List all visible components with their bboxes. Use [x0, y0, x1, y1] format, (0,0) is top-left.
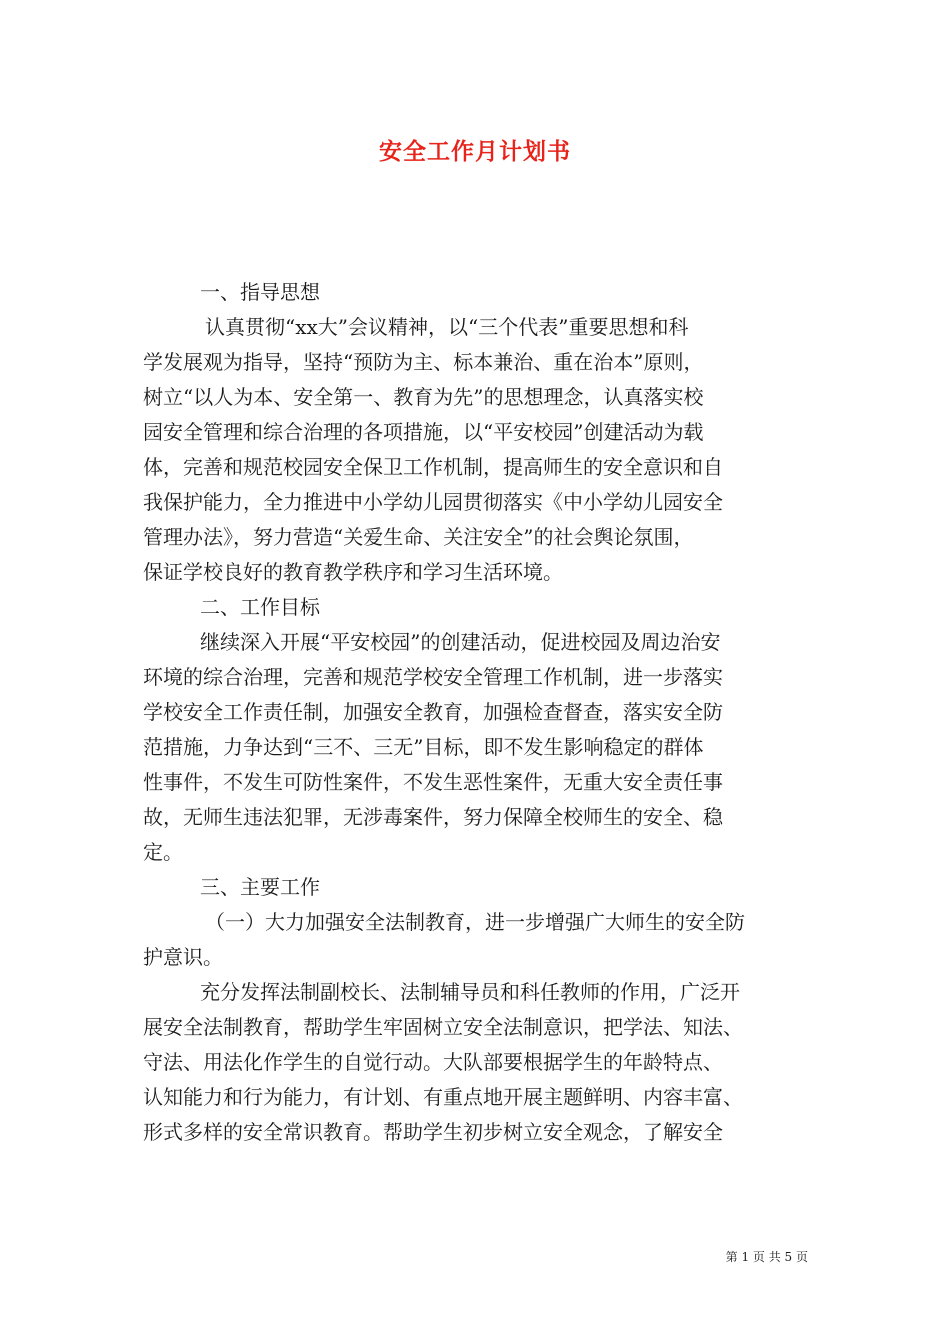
paragraph-line: 学校安全工作责任制，加强安全教育，加强检查督查，落实安全防 — [143, 700, 723, 724]
paragraph-line: 故，无师生违法犯罪，无涉毒案件，努力保障全校师生的安全、稳 — [143, 805, 723, 829]
paragraph-line: 守法、用法化作学生的自觉行动。大队部要根据学生的年龄特点、 — [143, 1050, 723, 1074]
paragraph-line: 园安全管理和综合治理的各项措施，以“平安校园”创建活动为载 — [143, 420, 704, 444]
paragraph-line: 范措施，力争达到“三不、三无”目标，即不发生影响稳定的群体 — [143, 735, 704, 759]
paragraph-line: 我保护能力，全力推进中小学幼儿园贯彻落实《中小学幼儿园安全 — [143, 490, 723, 514]
paragraph-line: 认真贯彻“xx大”会议精神，以“三个代表”重要思想和科 — [205, 315, 689, 339]
paragraph-line: 展安全法制教育，帮助学生牢固树立安全法制意识，把学法、知法、 — [143, 1015, 743, 1039]
paragraph-line: 定。 — [143, 840, 183, 864]
heading-main-work: 三、主要工作 — [200, 875, 320, 899]
paragraph-line: 保证学校良好的教育教学秩序和学习生活环境。 — [143, 560, 563, 584]
paragraph-line: 性事件，不发生可防性案件，不发生恶性案件，无重大安全责任事 — [143, 770, 723, 794]
paragraph-line: 树立“以人为本、安全第一、教育为先”的思想理念，认真落实校 — [143, 385, 704, 409]
subheading-line: （一）大力加强安全法制教育，进一步增强广大师生的安全防 — [205, 910, 745, 934]
heading-work-goals: 二、工作目标 — [200, 595, 320, 619]
document-body — [143, 275, 808, 1150]
document-title: 安全工作月计划书 — [379, 138, 571, 165]
paragraph-line: 充分发挥法制副校长、法制辅导员和科任教师的作用，广泛开 — [200, 980, 740, 1004]
heading-guiding-thought: 一、指导思想 — [200, 280, 320, 304]
subheading-line: 护意识。 — [143, 945, 223, 969]
paragraph-line: 管理办法》，努力营造“关爱生命、关注安全”的社会舆论氛围， — [143, 525, 694, 549]
paragraph-line: 学发展观为指导，坚持“预防为主、标本兼治、重在治本”原则， — [143, 350, 704, 374]
paragraph-line: 认知能力和行为能力，有计划、有重点地开展主题鲜明、内容丰富、 — [143, 1085, 743, 1109]
paragraph-line: 体，完善和规范校园安全保卫工作机制，提高师生的安全意识和自 — [143, 455, 723, 479]
page-number: 第 1 页 共 5 页 — [725, 1250, 808, 1264]
paragraph-line: 环境的综合治理，完善和规范学校安全管理工作机制，进一步落实 — [143, 665, 723, 689]
paragraph-line: 形式多样的安全常识教育。帮助学生初步树立安全观念，了解安全 — [143, 1120, 723, 1144]
paragraph-line: 继续深入开展“平安校园”的创建活动，促进校园及周边治安 — [200, 630, 721, 654]
